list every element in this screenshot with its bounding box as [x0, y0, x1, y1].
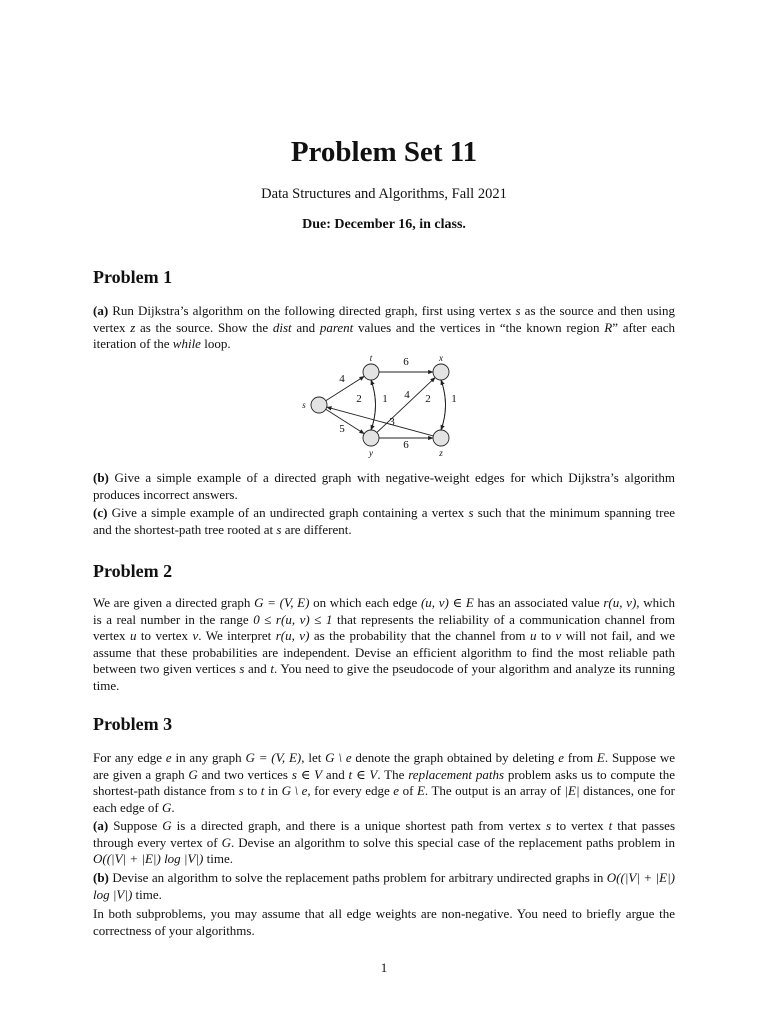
math: G — [221, 834, 231, 850]
math: G = (V, E) — [254, 595, 310, 610]
text: that represents the reliability of a communication channel from vertex — [93, 611, 675, 643]
text: to — [243, 783, 261, 798]
math: G — [188, 766, 198, 782]
math: t — [270, 661, 275, 676]
edge-weight-x-z: 2 — [425, 393, 431, 405]
text: denote the graph obtained by deleting — [351, 750, 559, 765]
problem-3b-text — [93, 870, 675, 903]
course-subtitle: Data Structures and Algorithms, Fall 2021 — [261, 186, 507, 202]
text: in — [264, 783, 282, 798]
math: t ∈ V — [348, 766, 378, 782]
text: in any graph — [171, 750, 246, 765]
due-date: Due: December 16, in class. — [302, 217, 466, 232]
math: e — [558, 750, 564, 765]
math: r(u, v) — [275, 628, 310, 643]
directed-graph-figure — [295, 352, 475, 462]
text: Suppose — [113, 818, 163, 833]
vertex-label-t: t — [369, 353, 373, 363]
vertex-label-x: x — [439, 353, 443, 363]
vertex-z — [433, 430, 449, 446]
vertex-y — [363, 430, 379, 446]
edge-y-to-t — [371, 380, 376, 430]
math: while — [172, 336, 201, 351]
math: 0 ≤ r(u, v) ≤ 1 — [253, 611, 333, 627]
text: . The output is an array of — [424, 783, 565, 798]
problem-3-heading: Problem 3 — [93, 714, 173, 734]
text: of — [399, 783, 417, 798]
text: Devise an algorithm to solve the replacement paths problem for arbitrary undirected graphs in — [112, 870, 607, 885]
edge-z-to-x — [441, 380, 446, 430]
math: t — [608, 818, 613, 833]
math: s — [515, 303, 521, 318]
edge-weight-y-t: 1 — [382, 393, 388, 405]
edge-weight-y-x: 4 — [404, 389, 410, 401]
part-label: (c) — [93, 505, 108, 520]
problem-2-text — [93, 595, 675, 694]
vertex-t — [363, 364, 379, 380]
text: , let — [301, 750, 326, 765]
problem-1a-text — [93, 303, 675, 353]
math: s — [545, 818, 552, 833]
text: We are given a directed graph — [93, 595, 255, 610]
text: values and the vertices in “the known region — [353, 319, 605, 335]
text: time. — [203, 851, 233, 866]
text: such that the minimum spanning tree and the shortest-path tree rooted at — [93, 505, 675, 537]
problem-1b-text — [93, 470, 675, 503]
text: is a directed graph, and there is a unique shortest path from vertex — [171, 818, 546, 833]
part-label: (b) — [93, 470, 109, 485]
text: . You need to give the pseudocode of your algorithm and analyze its running time. — [93, 661, 675, 693]
text: and — [322, 766, 349, 782]
text: problem asks us to compute the shortest-path distance from — [93, 766, 675, 798]
edge-weight-z-s: 3 — [389, 416, 395, 428]
math: parent — [319, 319, 354, 335]
text: and two vertices — [197, 766, 292, 782]
math: E — [416, 783, 425, 798]
math: dist — [272, 319, 292, 335]
part-label: (a) — [93, 818, 109, 833]
edge-weight-t-x: 6 — [403, 356, 409, 368]
math: O((|V| + |E|) log |V|) — [93, 870, 676, 902]
math: E — [596, 750, 605, 765]
text: and — [291, 319, 320, 335]
text: , for every edge — [307, 783, 394, 798]
text: as the probability that the channel from — [309, 628, 530, 643]
text: as the source. Show the — [135, 319, 273, 335]
vertex-label-y: y — [369, 448, 373, 458]
math: u — [129, 628, 137, 643]
term: replacement paths — [408, 766, 504, 782]
text: Run Dijkstra’s algorithm on the following directed graph, first using vertex — [112, 303, 516, 318]
edge-weight-t-y: 2 — [356, 393, 362, 405]
vertex-label-s: s — [302, 400, 306, 410]
math: s — [468, 505, 474, 520]
math: s — [238, 783, 244, 798]
math: u — [529, 628, 537, 643]
math: G \ e — [325, 750, 352, 765]
vertex-x — [433, 364, 449, 380]
page-title: Problem Set 11 — [290, 136, 478, 168]
text: on which each edge — [309, 595, 421, 610]
math: R — [604, 319, 613, 335]
text: . — [171, 799, 175, 815]
text: loop. — [200, 336, 231, 351]
text: are different. — [281, 521, 352, 537]
problem-2-heading: Problem 2 — [93, 561, 173, 581]
text: and — [244, 661, 271, 676]
math: G — [161, 799, 172, 815]
part-label: (a) — [93, 303, 109, 318]
text: . The — [377, 766, 409, 782]
math: v — [555, 628, 562, 643]
math: O((|V| + |E|) log |V|) — [93, 851, 204, 866]
text: to vertex — [551, 818, 609, 833]
text: will not fail, and we assume that these probabilities are independent. Devise an efficient algorithm to find the most reliable path between two given vertices — [93, 628, 675, 676]
text: from — [563, 750, 597, 765]
edge-weight-s-y: 5 — [339, 423, 345, 435]
text: as the source and then using vertex — [93, 303, 675, 335]
math: v — [192, 628, 199, 643]
math: t — [260, 783, 265, 798]
math: s — [276, 521, 282, 537]
problem-1c-text — [93, 505, 675, 538]
math: (u, v) ∈ E — [420, 595, 474, 610]
text: to vertex — [136, 628, 193, 643]
edge-weight-z-x: 1 — [451, 393, 457, 405]
edge-weight-y-z: 6 — [403, 439, 409, 451]
edge-y-to-x — [377, 377, 435, 432]
math: r(u, v) — [603, 595, 637, 610]
math: z — [130, 319, 136, 335]
text: . Devise an algorithm to solve this special case of the replacement paths problem in — [231, 834, 675, 850]
text: Give a simple example of a directed graph with negative-weight edges for which Dijkstra’s algorithm produces incorrect answers. — [93, 470, 675, 502]
part-label: (b) — [93, 870, 109, 885]
graph-vertices — [311, 364, 449, 446]
text: distances, one for each edge of — [93, 783, 675, 815]
text: . We interpret — [198, 628, 276, 643]
text: to — [536, 628, 556, 643]
vertex-s — [311, 397, 327, 413]
problem-3-intro — [93, 750, 675, 816]
problem-3-closing: In both subproblems, you may assume that all edge weights are non-negative. You need to briefly argue the correctness of your algorithms. — [93, 906, 675, 938]
text: ” after each iteration of the — [93, 319, 676, 351]
edge-s-to-y — [326, 409, 364, 433]
text: has an associated value — [473, 595, 604, 610]
text: time. — [132, 886, 162, 902]
page-number: 1 — [380, 960, 388, 975]
math: s ∈ V — [291, 766, 323, 782]
text: For any edge — [93, 750, 166, 765]
math: |E| — [564, 783, 580, 798]
vertex-label-z: z — [439, 448, 443, 458]
text: that passes through every vertex of — [93, 818, 675, 850]
math: G = (V, E) — [245, 750, 302, 765]
math: e — [393, 783, 400, 798]
math: s — [239, 661, 245, 676]
text: Give a simple example of an undirected graph containing a vertex — [111, 505, 469, 520]
math: G \ e — [281, 783, 308, 798]
math: G — [162, 818, 172, 833]
text: . Suppose we are given a graph — [93, 750, 675, 782]
edge-weight-s-t: 4 — [339, 373, 345, 385]
text: , which is a real number in the range — [93, 595, 675, 627]
math: e — [165, 750, 172, 765]
problem-3a-text — [93, 818, 675, 868]
problem-1-heading: Problem 1 — [93, 267, 173, 287]
